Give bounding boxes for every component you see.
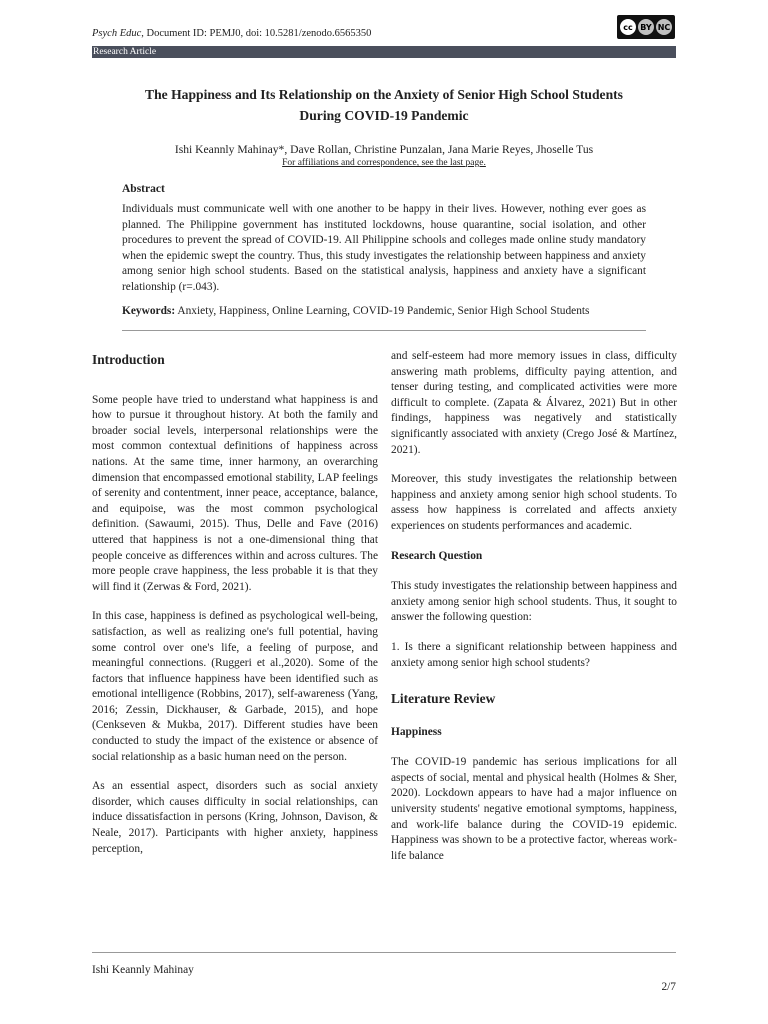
intro-paragraph-5: Moreover, this study investigates the relationship between happiness and anxiety among senior high school students. To assess how happiness is correlated and affects anxiety experiences on students performances and academic. <box>391 473 677 532</box>
intro-paragraph-4: and self-esteem had more memory issues in class, difficulty answering math problems, difficulty paying attention, and tenser during testing, and complicated activities were more difficult to complete. (Zapata & Álvarez, 2021) But in other findings, happiness was negatively and statistically significantly associated with anxiety (Crego José & Martínez, 2021). <box>391 350 677 456</box>
article-type: Research Article <box>93 47 157 57</box>
nc-icon: NC <box>656 19 672 35</box>
title-line-1: The Happiness and Its Relationship on the Anxiety of Senior High School Students <box>145 87 623 102</box>
keywords-list: Anxiety, Happiness, Online Learning, COVID-19 Pandemic, Senior High School Students <box>175 305 590 317</box>
research-question-1: 1. Is there a significant relationship between happiness and anxiety among senior high school students? <box>391 640 677 669</box>
author-list: Ishi Keannly Mahinay*, Dave Rollan, Christine Punzalan, Jana Marie Reyes, Jhoselle Tus <box>174 143 594 156</box>
literature-review-heading: Literature Review <box>391 691 496 707</box>
license-badge[interactable] <box>617 15 675 39</box>
cc-icon: cc <box>620 19 636 35</box>
right-column <box>391 349 677 876</box>
abstract-text: Individuals must communicate well with one another to be happy in their lives. However, nothing ever goes as planned. The Philippine government has instituted lockdowns, house quarantine, social isolation, and other procedures to prevent the spread of COVID-19. All Philippine schools and colleges made online study mandatory when the epidemic swept the country. Thus, this study investigates the relationship between happiness and anxiety among senior high school students. Based on the statistical analysis, happiness and anxiety have a significant relationship (r=.043). <box>122 203 646 293</box>
left-column <box>92 352 378 869</box>
happiness-heading: Happiness <box>391 725 442 738</box>
research-question-intro: This study investigates the relationship between happiness and anxiety among senior high school students. Thus, it sought to answer the following question: <box>391 580 677 624</box>
intro-paragraph-3: As an essential aspect, disorders such as social anxiety disorder, which causes difficulty in social relationships, can induce dissatisfaction in persons (Kring, Johnson, Davison, & Neale, 2017). Participants with higher anxiety, happiness perception, <box>92 780 378 855</box>
intro-paragraph-1: Some people have tried to understand what happiness is and how to pursue it throughout history. At both the family and broader social levels, interpersonal relationships were the most common contextual definitions of happiness across nations. At the same time, inner harmony, an overarching dimension that encompassed emotional stability, LAP feelings of serenity and contentment, inner peace, acceptance, balance, and equipoise, was the most common psychological definition. (Sawaumi, 2015). Thus, Delle and Fave (2016) uttered that happiness is not a one-dimensional thing that people conceive as differences within and across cultures. The more people crave happiness, the less probable it is that they will find it (Zerwas & Ford, 2021). <box>92 393 378 593</box>
citation-details: , Document ID: PEMJ0, doi: 10.5281/zenodo.6565350 <box>141 28 372 39</box>
title-line-2: During COVID-19 Pandemic <box>299 108 469 123</box>
affiliation-link[interactable]: For affiliations and correspondence, see the last page. <box>282 158 486 168</box>
paper-title <box>92 84 676 126</box>
abstract-heading: Abstract <box>122 183 165 195</box>
keywords-label: Keywords: <box>122 305 176 317</box>
article-type-banner <box>92 46 676 58</box>
page-number: 2/7 <box>661 981 676 993</box>
by-icon: BY <box>638 19 654 35</box>
research-question-heading: Research Question <box>391 549 483 562</box>
citation-line <box>92 28 371 39</box>
journal-name: Psych Educ <box>92 28 142 39</box>
keywords <box>122 305 662 317</box>
intro-paragraph-2: In this case, happiness is defined as psychological well-being, satisfaction, as well as realizing one's full potential, having some control over one's life, a feeling of purpose, and meaningful connections. (Ruggeri et al.,2020). Some of the factors that influence happiness have been identified such as emotional intelligence (Robbins, 2017), self-awareness (Yang, 2016; Zessin, Dickhauser, & Garbade, 2015), and hope (Cenkseven & Mukba, 2017). Different studies have been conducted to study the impact of the existence or absence of social relationship as a basic human need on the person. <box>92 610 378 763</box>
abstract-divider <box>122 330 646 331</box>
literature-paragraph-1: The COVID-19 pandemic has serious implications for all aspects of social, mental and physical health (Holmes & Sher, 2020). Lockdown appears to have had a major influence on university students' negative emotional symptoms, happiness, and work-life balance during the COVID-19 epidemic. Happiness was shown to be a protective factor, whereas work-life balance <box>391 756 677 862</box>
footer-author: Ishi Keannly Mahinay <box>92 964 194 976</box>
footer-divider <box>92 952 676 953</box>
introduction-heading: Introduction <box>92 352 165 367</box>
